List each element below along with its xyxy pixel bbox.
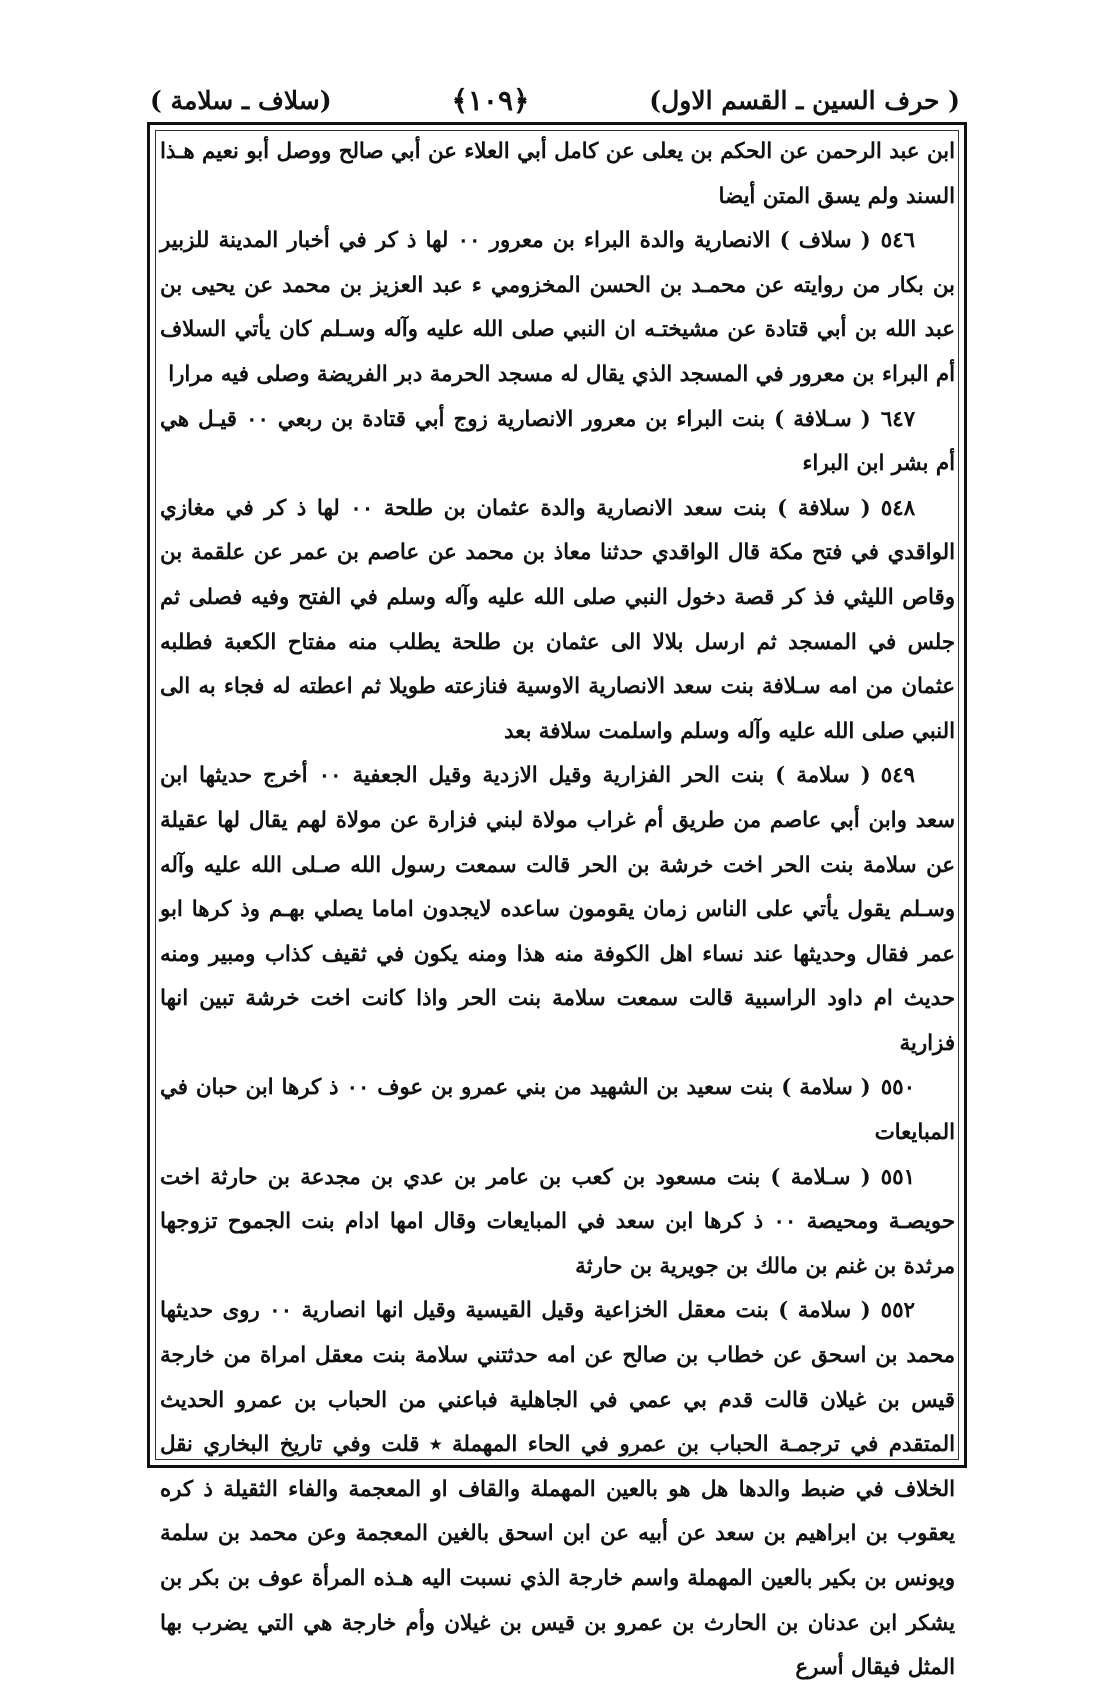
entry-546 [160, 219, 955, 397]
paragraph-text: ابن عبد الرحمن عن الحكم بن يعلى عن كامل أبي العلاء عن أبي صالح ووصل أبو نعيم هـذا السند ولم يسق المتن أيضا [160, 139, 955, 209]
entry-number: ٥٥٢ [880, 1298, 915, 1324]
paragraph-continuation [160, 130, 955, 219]
entry-text: ( سـلافة ) بنت البراء بن معرور الانصارية زوج أبي قتادة بن ربعي ٠٠ قيـل هي أم بشر ابن البراء [160, 406, 955, 477]
entry-number: ٥٤٦ [880, 228, 915, 254]
page-number: ﴿١٠٩﴾ [451, 83, 530, 117]
entry-551 [160, 1156, 955, 1290]
entry-number: ٥٥١ [880, 1164, 915, 1190]
entry-text: ( سـلامة ) بنت مسعود بن كعب بن عامر بن عدي بن مجدعة بن حارثة اخت حويصـة ومحيصة ٠٠ ذ كرها ابن سعد في المبايعات وقال امها ادام بنت الجموح تزوجها مرثدة بن غنم بن مالك بن جويرية بن حارثة [160, 1164, 955, 1279]
entry-text: ( سلاف ) الانصارية والدة البراء بن معرور ٠٠ لها ذ كر في أخبار المدينة للزبير بن بكار من روايته عن محمـد بن الحسن المخزومي ء عبد العزيز بن محمد عن يحيى بن عبد الله بن أبي قتادة عن مشيختـه ان النبي صلى الله عليه وآله وسـلم كان يأتي السلاف أم البراء بن معرور في المسجد الذي يقال له مسجد الحرمة دبر الفريضة وصلى فيه مرارا [160, 228, 955, 387]
entry-number: ٥٤٩ [880, 763, 915, 789]
entry-range: (سلاف ـ سلامة ) [150, 85, 332, 115]
entry-text: ( سلامة ) بنت معقل الخزاعية وقيل القيسية وقيل انها انصارية ٠٠ روى حديثها محمد بن اسحق عن خطاب بن صالح عن امه حدثتني سلامة بنت معقل امراة من خارجة قيس بن غيلان قالت قدم بي عمي في الجاهلية فباعني من الحباب بن عمرو الحديث المتقدم في ترجمـة الحباب بن عمرو في الحاء المهملة ٭ قلت وفي تاريخ البخاري نقل الخلاف في ضبط والدها هل هو بالعين المهملة والقاف او المعجمة والفاء الثقيلة ذ كره يعقوب بن ابراهيم بن سعد عن أبيه عن ابن اسحق بالغين المعجمة وعن محمد بن سلمة ويونس بن بكير بالعين المهملة واسم خارجة الذي نسبت اليه هـذه المرأة عوف بن بكر بن يشكر ابن عدنان بن الحارث بن عمرو بن قيس بن غيلان وأم خارجة هي التي يضرب بها المثل فيقال أسرع [160, 1298, 955, 1681]
entry-text: ( سلافة ) بنت سعد الانصارية والدة عثمان بن طلحة ٠٠ لها ذ كر في مغازي الواقدي في فتح مكة قال الواقدي حدثنا معاذ بن محمد عن عاصم بن عمر عن علقمة بن وقاص الليثي فذ كر قصة دخول النبي صلى الله عليه وآله وسلم في الفتح وفيه فصلى ثم جلس في المسجد ثم ارسل بلالا الى عثمان بن طلحة يطلب منه مفتاح الكعبة فطلبه عثمان من امه سـلافة بنت سعد الانصارية الاوسية فنازعته طويلا ثم اعطته له فجاء به الى النبي صلى الله عليه وآله وسلم واسلمت سلافة بعد [160, 495, 955, 744]
entry-549 [160, 754, 955, 1066]
entry-text: ( سلامة ) بنت الحر الفزارية وقيل الازدية وقيل الجعفية ٠٠ أخرج حديثها ابن سعد وابن أبي عاصم من طريق أم غراب مولاة لبني فزارة عن مولاة لهم يقال لها عقيلة عن سلامة بنت الحر اخت خرشة بن الحر قالت سمعت رسول الله صـلى الله عليه وآله وسـلم يقول يأتي على الناس زمان يقومون ساعده لايجدون اماما يصلي بهـم وذ كرها ابو عمر فقال وحديثها عند نساء اهل الكوفة منه هذا ومنه يكون في ثقيف كذاب ومبير ومنه حديث ام داود الراسبية قالت سمعت سلامة بنت الحر واذا كانت اخت خرشة تبين انها فزارية [160, 763, 955, 1056]
entry-text: ( سلامة ) بنت سعيد بن الشهيد من بني عمرو بن عوف ٠٠ ذ كرها ابن حبان في المبايعات [160, 1075, 955, 1146]
section-title: ( حرف السين ـ القسم الاول) [649, 85, 960, 115]
running-header [150, 78, 960, 122]
entry-number: ٦٤٧ [880, 406, 916, 432]
entry-number: ٥٥٠ [880, 1075, 916, 1101]
entry-647 [160, 398, 955, 487]
entry-548 [160, 487, 955, 755]
entry-number: ٥٤٨ [880, 495, 916, 521]
entry-552 [160, 1289, 955, 1690]
entry-550 [160, 1066, 955, 1155]
body-text [160, 130, 955, 1691]
